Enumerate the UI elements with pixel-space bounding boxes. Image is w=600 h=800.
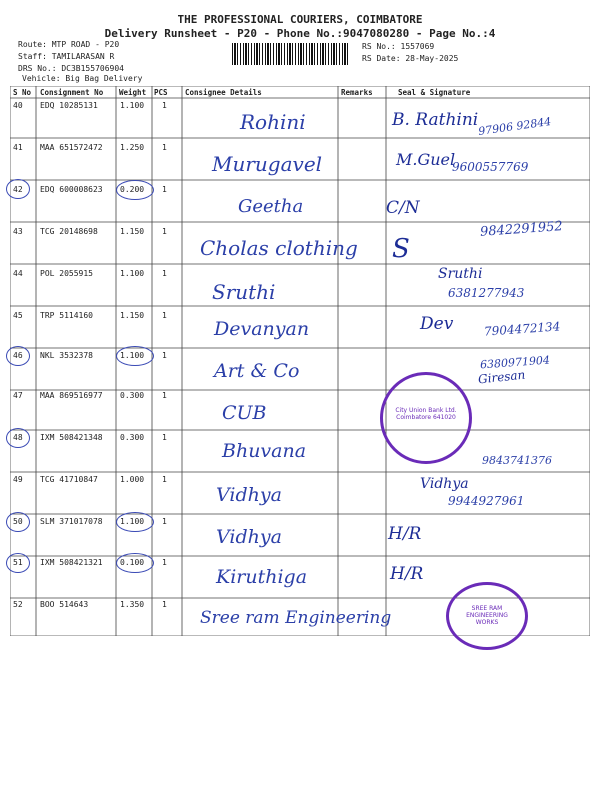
phone-number: 6380971904 bbox=[479, 353, 551, 372]
row-weight: 0.100 bbox=[120, 558, 145, 567]
vehicle-text: Vehicle: Big Bag Delivery bbox=[22, 74, 143, 83]
row-weight: 1.150 bbox=[120, 311, 145, 320]
row-weight: 1.350 bbox=[120, 600, 145, 609]
phone-number: 9944927961 bbox=[448, 494, 525, 508]
drs-text: DRS No.: DC3B155706904 bbox=[18, 64, 124, 73]
row-pcs: 1 bbox=[162, 433, 167, 442]
row-weight: 0.300 bbox=[120, 391, 145, 400]
row-sno: 43 bbox=[13, 227, 23, 236]
row-consignment: EDQ 10285131 bbox=[40, 101, 98, 110]
company-seal-stamp bbox=[446, 582, 528, 650]
signature: Dev bbox=[420, 314, 454, 334]
row-consignment: TCG 20148698 bbox=[40, 227, 98, 236]
phone-number: 9842291952 bbox=[479, 219, 564, 240]
row-sno: 51 bbox=[13, 558, 23, 567]
row-pcs: 1 bbox=[162, 185, 167, 194]
phone-number: 9843741376 bbox=[482, 454, 552, 467]
consignee-name: Rohini bbox=[240, 110, 306, 134]
row-sno: 52 bbox=[13, 600, 23, 609]
company-title: THE PROFESSIONAL COURIERS, COIMBATORE bbox=[177, 13, 423, 26]
rs-number: RS No.: 1557069 bbox=[362, 42, 435, 51]
row-sno: 48 bbox=[13, 433, 23, 442]
rs-date: RS Date: 28-May-2025 bbox=[362, 54, 459, 63]
row-weight: 1.150 bbox=[120, 227, 145, 236]
signature: C/N bbox=[386, 198, 420, 218]
row-weight: 0.200 bbox=[120, 185, 145, 194]
signature: H/R bbox=[388, 524, 422, 544]
row-weight: 0.300 bbox=[120, 433, 145, 442]
col-signature: Seal & Signature bbox=[398, 88, 471, 97]
row-consignment: IXM 508421348 bbox=[40, 433, 103, 442]
row-sno: 46 bbox=[13, 351, 23, 360]
row-pcs: 1 bbox=[162, 475, 167, 484]
consignee-name: Geetha bbox=[238, 196, 304, 217]
col-weight: Weight bbox=[119, 88, 147, 97]
col-remarks: Remarks bbox=[341, 88, 373, 97]
consignee-name: Kiruthiga bbox=[216, 566, 308, 588]
row-weight: 1.100 bbox=[120, 351, 145, 360]
row-weight: 1.000 bbox=[120, 475, 145, 484]
phone-number: 97906 92844 bbox=[477, 114, 553, 139]
route-text: Route: MTP ROAD - P20 bbox=[18, 40, 120, 49]
row-pcs: 1 bbox=[162, 558, 167, 567]
consignee-name: Sree ram Engineering bbox=[200, 608, 392, 628]
row-consignment: MAA 869516977 bbox=[40, 391, 103, 400]
row-weight: 1.100 bbox=[120, 101, 145, 110]
signature: Sruthi bbox=[438, 266, 483, 282]
row-pcs: 1 bbox=[162, 517, 167, 526]
signature: Vidhya bbox=[420, 476, 469, 492]
row-pcs: 1 bbox=[162, 101, 167, 110]
row-sno: 50 bbox=[13, 517, 23, 526]
row-pcs: 1 bbox=[162, 143, 167, 152]
phone-number: 7904472134 bbox=[483, 319, 561, 339]
row-consignment: EDQ 600008623 bbox=[40, 185, 103, 194]
bank-seal-stamp bbox=[380, 372, 472, 464]
row-sno: 49 bbox=[13, 475, 23, 484]
consignee-name: Devanyan bbox=[214, 318, 310, 340]
consignee-name: Vidhya bbox=[216, 526, 282, 548]
row-consignment: SLM 371017078 bbox=[40, 517, 103, 526]
phone-number: 9600557769 bbox=[452, 160, 529, 174]
row-pcs: 1 bbox=[162, 227, 167, 236]
company-seal-text: SREE RAM ENGINEERING WORKS bbox=[466, 605, 508, 626]
row-sno: 42 bbox=[13, 185, 23, 194]
row-consignment: TCG 41710847 bbox=[40, 475, 98, 484]
signature: H/R bbox=[390, 564, 424, 584]
row-consignment: NKL 3532378 bbox=[40, 351, 93, 360]
phone-number: 6381277943 bbox=[448, 286, 525, 300]
row-sno: 45 bbox=[13, 311, 23, 320]
consignee-name: Sruthi bbox=[212, 280, 276, 304]
signature: S bbox=[392, 234, 410, 264]
col-pcs: PCS bbox=[154, 88, 168, 97]
staff-text: Staff: TAMILARASAN R bbox=[18, 52, 115, 61]
row-consignment: BOO 514643 bbox=[40, 600, 89, 609]
col-consignment: Consignment No bbox=[40, 88, 104, 97]
row-weight: 1.250 bbox=[120, 143, 145, 152]
row-sno: 47 bbox=[13, 391, 23, 400]
consignee-name: Bhuvana bbox=[222, 440, 307, 462]
consignee-name: Cholas clothing bbox=[200, 236, 358, 260]
runsheet-subtitle: Delivery Runsheet - P20 - Phone No.:9047080280 - Page No.:4 bbox=[104, 27, 496, 40]
row-sno: 40 bbox=[13, 101, 23, 110]
consignee-name: Vidhya bbox=[216, 484, 282, 506]
row-pcs: 1 bbox=[162, 311, 167, 320]
row-weight: 1.100 bbox=[120, 517, 145, 526]
row-pcs: 1 bbox=[162, 269, 167, 278]
row-consignment: POL 2055915 bbox=[40, 269, 93, 278]
row-sno: 41 bbox=[13, 143, 23, 152]
consignee-name: Art & Co bbox=[214, 360, 300, 382]
row-consignment: MAA 651572472 bbox=[40, 143, 103, 152]
row-pcs: 1 bbox=[162, 600, 167, 609]
signature: Giresan bbox=[477, 367, 526, 387]
signature: B. Rathini bbox=[392, 110, 479, 130]
row-consignment: IXM 508421321 bbox=[40, 558, 103, 567]
row-consignment: TRP 5114160 bbox=[40, 311, 93, 320]
consignee-name: Murugavel bbox=[212, 152, 323, 176]
row-pcs: 1 bbox=[162, 391, 167, 400]
consignee-name: CUB bbox=[222, 402, 267, 424]
row-pcs: 1 bbox=[162, 351, 167, 360]
bank-seal-text: City Union Bank Ltd. Coimbatore 641020 bbox=[395, 407, 457, 421]
row-sno: 44 bbox=[13, 269, 23, 278]
row-weight: 1.100 bbox=[120, 269, 145, 278]
signature: M.Guel bbox=[396, 150, 456, 169]
col-sno: S No bbox=[13, 88, 32, 97]
col-consignee: Consignee Details bbox=[185, 88, 262, 97]
barcode bbox=[232, 43, 350, 65]
